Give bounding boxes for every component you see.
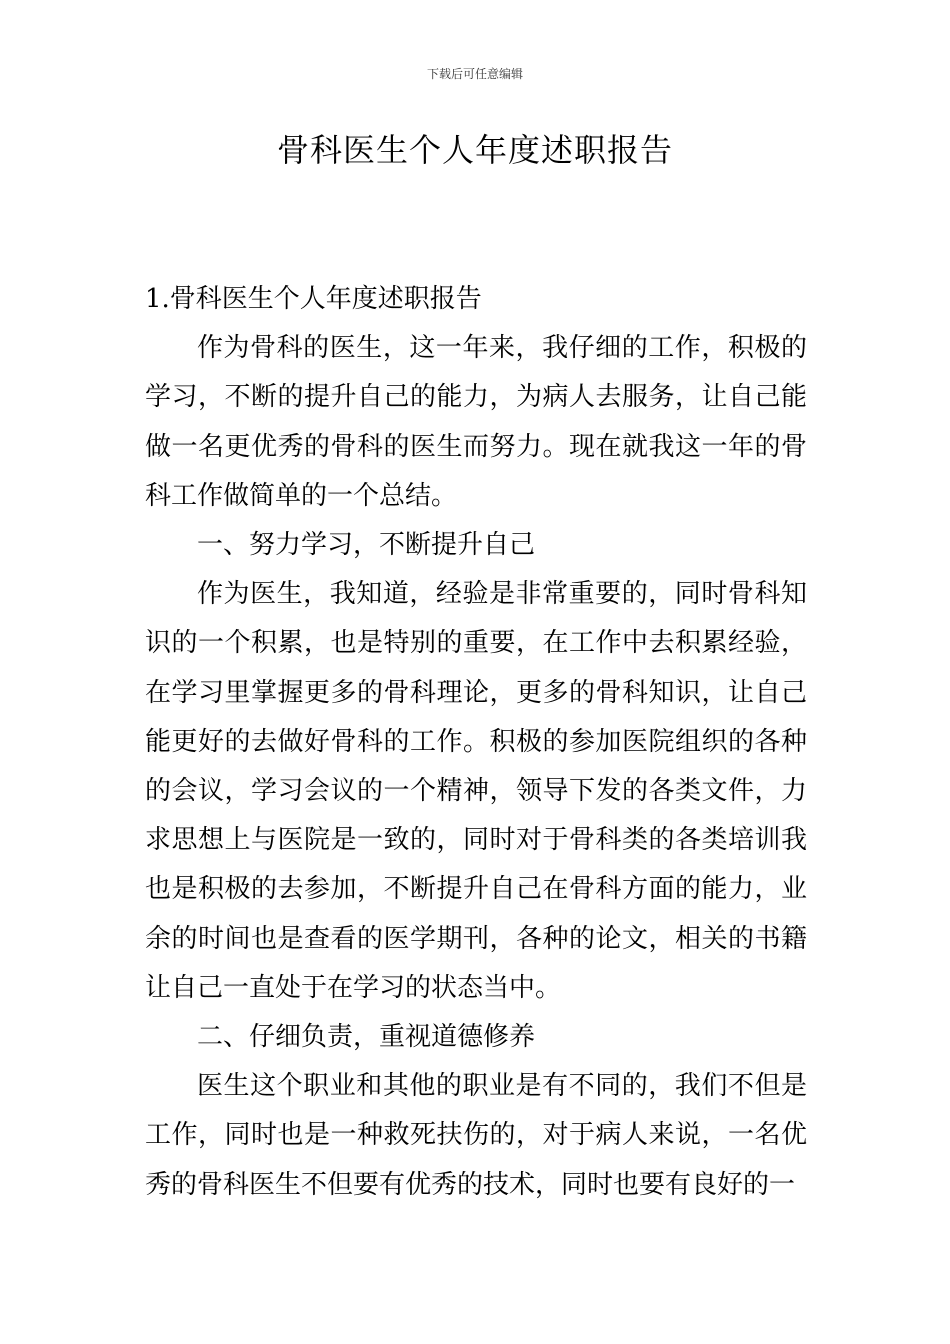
paragraph-study: 作为医生，我知道，经验是非常重要的，同时骨科知识的一个积累，也是特别的重要，在工作中去积累经验，在学习里掌握更多的骨科理论，更多的骨科知识，让自己能更好的去做好骨科的工作。积极的参加医院组织的各种的会议，学习会议的一个精神，领导下发的各类文件，力求思想上与医院是一致的，同时对于骨科类的各类培训我也是积极的去参加，不断提升自己在骨科方面的能力，业余的时间也是查看的医学期刊，各种的论文，相关的书籍让自己一直处于在学习的状态当中。 (145, 579, 807, 1003)
subheading-ethics: 二、仔细负责，重视道德修养 (197, 1022, 536, 1053)
section-heading: 1.骨科医生个人年度述职报告 (145, 284, 482, 314)
paragraph-ethics: 医生这个职业和其他的职业是有不同的，我们不但是工作，同时也是一种救死扶伤的，对于病人来说，一名优秀的骨科医生不但要有优秀的技术，同时也要有良好的一 (145, 1071, 807, 1200)
document-title: 骨科医生个人年度述职报告 (276, 131, 673, 169)
paragraph-intro: 作为骨科的医生，这一年来，我仔细的工作，积极的学习，不断的提升自己的能力，为病人去服务，让自己能做一名更优秀的骨科的医生而努力。现在就我这一年的骨科工作做简单的一个总结。 (145, 333, 807, 511)
document-body (145, 275, 807, 1210)
subheading-study: 一、努力学习，不断提升自己 (197, 530, 536, 561)
header-note: 下载后可任意编辑 (426, 67, 523, 81)
